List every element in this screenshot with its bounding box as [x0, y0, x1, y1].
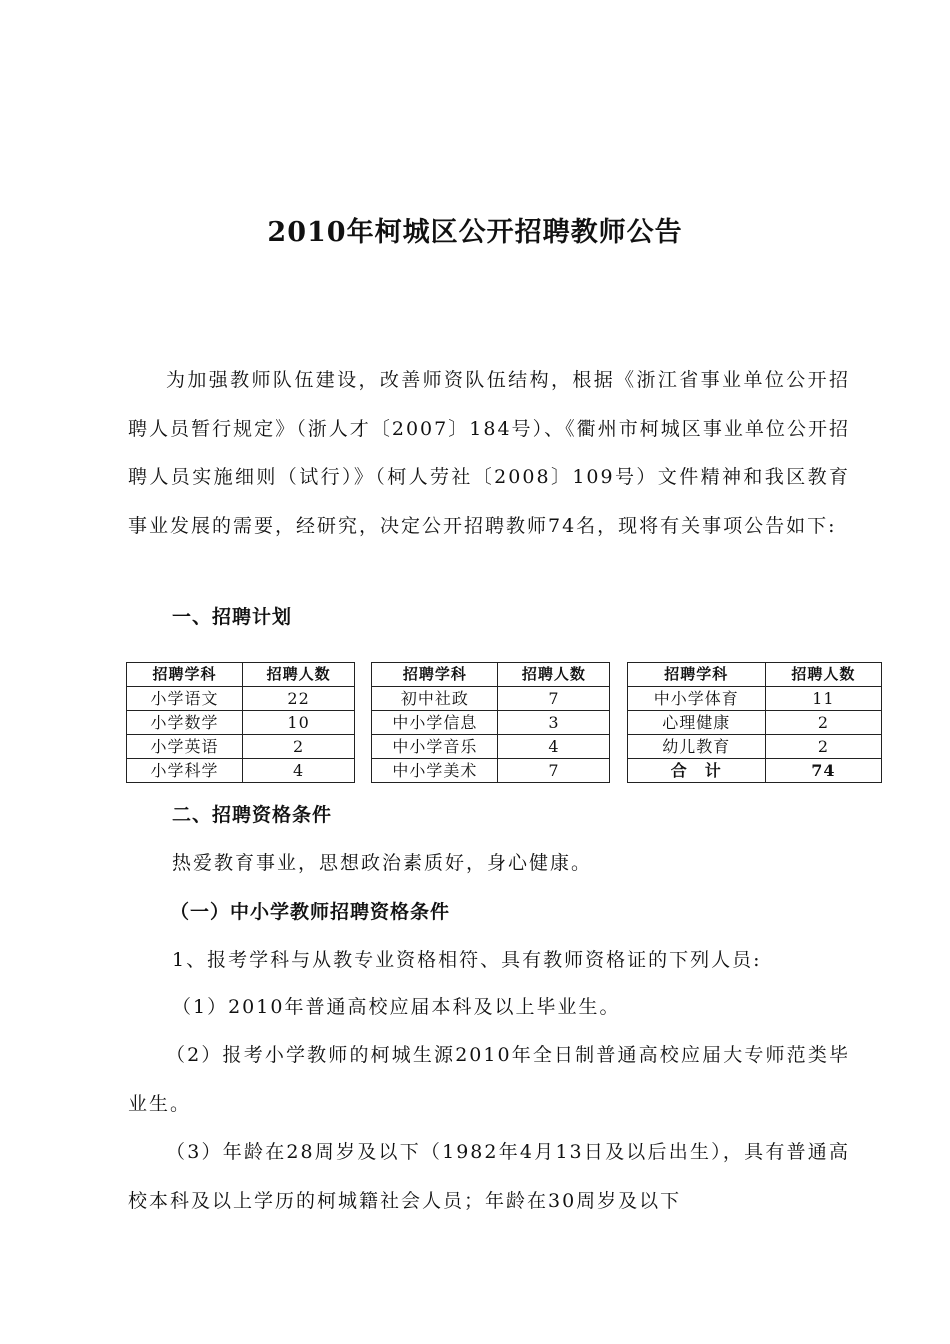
table-cell-count: 2: [765, 711, 881, 735]
table-cell-count: 2: [765, 735, 881, 759]
item-1-3: （3）年龄在28周岁及以下（1982年4月13日及以后出生），具有普通高校本科及以上学历的柯城籍社会人员；年龄在30周岁及以下: [128, 1141, 850, 1212]
table-cell-subject: 幼儿教育: [627, 735, 765, 759]
table-header-count: 招聘人数: [765, 663, 881, 687]
table-header-count: 招聘人数: [243, 663, 355, 687]
subsection-heading: （一）中小学教师招聘资格条件: [170, 901, 451, 923]
table-cell-subject: 心理健康: [627, 711, 765, 735]
table-cell-count: 2: [243, 735, 355, 759]
table-cell-subject: 小学数学: [127, 711, 243, 735]
table-cell-subject: 中小学体育: [627, 687, 765, 711]
table-header-count: 招聘人数: [498, 663, 610, 687]
table-cell-count: 7: [498, 759, 610, 783]
item-1-1: （1）2010年普通高校应届本科及以上毕业生。: [172, 996, 621, 1018]
section-heading-plan: 一、招聘计划: [172, 606, 293, 628]
table-cell-subject: 中小学信息: [372, 711, 498, 735]
table-cell-subject: 中小学音乐: [372, 735, 498, 759]
table-cell-count: 10: [243, 711, 355, 735]
table-header-row: [127, 663, 882, 687]
table-cell-count: 22: [243, 687, 355, 711]
page-title: 2010年柯城区公开招聘教师公告: [267, 217, 683, 248]
table-row: [127, 687, 882, 711]
item-1: 1、报考学科与从教专业资格相符、具有教师资格证的下列人员:: [172, 949, 762, 971]
table-cell-count: 4: [243, 759, 355, 783]
general-requirement: 热爱教育事业，思想政治素质好，身心健康。: [172, 852, 593, 874]
recruitment-plan-table: [126, 662, 882, 783]
table-cell-subject: 中小学美术: [372, 759, 498, 783]
table-cell-count: 7: [498, 687, 610, 711]
item-1-2: （2）报考小学教师的柯城生源2010年全日制普通高校应届大专师范类毕业生。: [128, 1044, 850, 1115]
table-header-subject: 招聘学科: [627, 663, 765, 687]
table-cell-subject: 小学科学: [127, 759, 243, 783]
table-cell-subject: 小学英语: [127, 735, 243, 759]
table-total-count: 74: [765, 759, 881, 783]
intro-paragraph: 为加强教师队伍建设，改善师资队伍结构，根据《浙江省事业单位公开招聘人员暂行规定》（浙人才〔2007〕184号）、《衢州市柯城区事业单位公开招聘人员实施细则（试行）》（柯人劳社〔2008〕109号）文件精神和我区教育事业发展的需要，经研究，决定公开招聘教师74名，现将有关事项公告如下:: [128, 369, 850, 537]
table-total-label: 合 计: [627, 759, 765, 783]
table-cell-subject: 小学语文: [127, 687, 243, 711]
table-cell-subject: 初中社政: [372, 687, 498, 711]
table-cell-count: 11: [765, 687, 881, 711]
table-header-subject: 招聘学科: [372, 663, 498, 687]
table-header-subject: 招聘学科: [127, 663, 243, 687]
table-row: [127, 735, 882, 759]
section-heading-qualifications: 二、招聘资格条件: [172, 804, 333, 826]
table-cell-count: 3: [498, 711, 610, 735]
table-row: [127, 711, 882, 735]
table-cell-count: 4: [498, 735, 610, 759]
table-row: [127, 759, 882, 783]
